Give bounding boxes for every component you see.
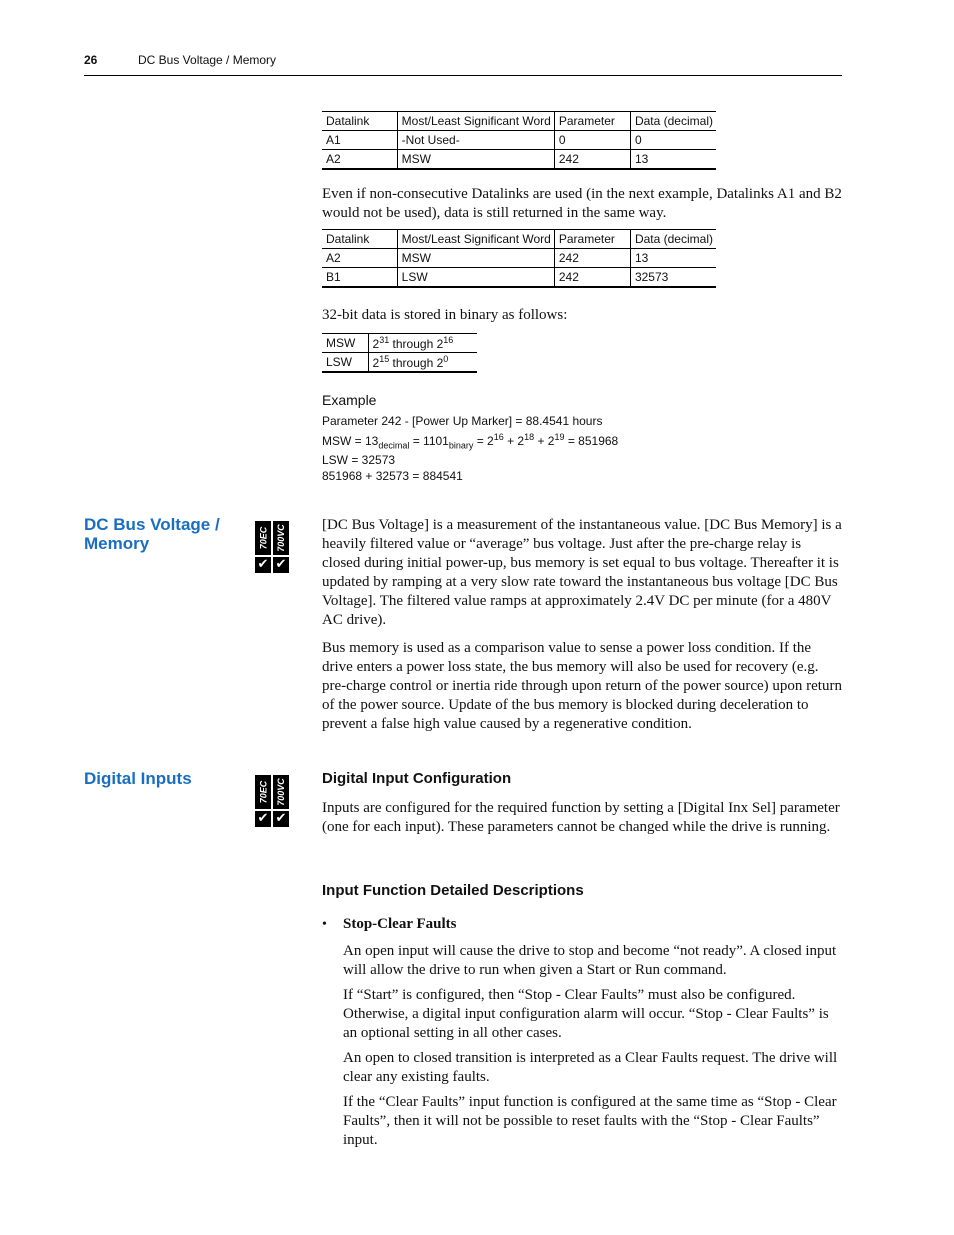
body-text: An open input will cause the drive to stop and become “not ready”. A closed input will allow the drive to run when given a Start or Run command. — [343, 943, 837, 978]
table-row — [322, 150, 716, 170]
body-text: Bus memory is used as a comparison value to sense a power loss condition. If the drive enters a power loss state, the bus memory will also be used for recovery (e.g. pre-charge control or inertia ride through upon return of the power source) upon return of the power source. Update of the bus memory is blocked during deceleration to prevent a false high value caused by a regenerative condition. — [322, 640, 842, 732]
table-cell: 32573 — [630, 268, 716, 288]
example-line: 851968 + 32573 = 884541 — [322, 468, 463, 483]
drive-badge-700vc: 700VC ✔ — [273, 521, 289, 573]
table-header-cell: Datalink — [322, 230, 397, 249]
section-heading-dc-bus: DC Bus Voltage / Memory — [84, 515, 220, 553]
example-line: Parameter 242 - [Power Up Marker] = 88.4541 hours — [322, 414, 603, 428]
table-cell: 242 — [554, 249, 630, 268]
table-header-cell: Parameter — [554, 230, 630, 249]
drive-badge-700vc: 700VC ✔ — [273, 775, 289, 827]
table-cell: $2^{31}$ through $2^{16}$ — [368, 334, 477, 353]
datalink-table-2 — [322, 229, 716, 288]
running-title: DC Bus Voltage / Memory — [138, 53, 277, 67]
table-header-cell: Parameter — [554, 112, 630, 131]
example-title: Example — [322, 392, 377, 408]
example-line: LSW = 32573 — [322, 453, 396, 468]
body-text: An open to closed transition is interpreted as a Clear Faults request. The drive will clear any existing faults. — [343, 1050, 838, 1085]
subheading-function-descriptions: Input Function Detailed Descriptions — [322, 882, 584, 899]
header-rule — [84, 75, 842, 76]
drive-applicability-badges — [255, 521, 289, 573]
bit-storage-paragraph — [322, 306, 842, 334]
table-row — [322, 131, 716, 150]
table-cell: -Not Used- — [397, 131, 554, 150]
table-cell: MSW — [322, 334, 368, 353]
table-row — [322, 268, 716, 288]
table-header-cell: Most/Least Significant Word — [397, 112, 554, 131]
table-header-row — [322, 230, 716, 249]
table-cell: MSW — [397, 150, 554, 170]
example-line: MSW = $13_{decimal} = 1101_{binary} = 2^{16} + 2^{18} + 2^{19} = 851968$ — [322, 431, 619, 450]
section-heading-digital-inputs: Digital Inputs — [84, 769, 192, 788]
table-cell: 0 — [630, 131, 716, 150]
table-cell: B1 — [322, 268, 397, 288]
table-header-cell: Data (decimal) — [630, 230, 716, 249]
body-text: Inputs are configured for the required function by setting a [Digital Inx Sel] parameter (one for each input). These parameters cannot be changed while the drive is running. — [322, 800, 840, 835]
subheading-input-config: Digital Input Configuration — [322, 770, 512, 787]
body-text: [DC Bus Voltage] is a measurement of the instantaneous value. [DC Bus Memory] is a heavily filtered value or “average” bus voltage. Just after the pre-charge relay is closed during initial power-up, bus memory is set equal to bus voltage. Thereafter it is updated by ramping at a very slow rate toward the instantaneous bus voltage [DC Bus Voltage]. The filtered value ramps at approximately 2.4V DC per minute (for a 480V AC drive). — [322, 517, 842, 628]
noncons-paragraph — [322, 185, 842, 232]
table-cell: $2^{15}$ through $2^0$ — [368, 353, 477, 373]
input-config-body — [322, 799, 842, 846]
dc-bus-body — [322, 516, 842, 743]
table-cell: A2 — [322, 150, 397, 170]
checkmark-icon: ✔ — [255, 811, 271, 827]
table-cell: A2 — [322, 249, 397, 268]
drive-badge-70ec: 70EC ✔ — [255, 775, 271, 827]
table-cell: 13 — [630, 249, 716, 268]
body-text: If the “Clear Faults” input function is configured at the same time as “Stop - Clear Faults”, then it will not be possible to reset faults with the “Stop - Clear Faults” input. — [343, 1094, 837, 1148]
bullet-title: Stop-Clear Faults — [343, 916, 457, 932]
example-block — [322, 414, 618, 484]
page-number: 26 — [84, 53, 98, 67]
checkmark-icon: ✔ — [273, 557, 289, 573]
table-cell: 242 — [554, 268, 630, 288]
table-cell: 242 — [554, 150, 630, 170]
body-text: Even if non-consecutive Datalinks are used (in the next example, Datalinks A1 and B2 would not be used), data is still returned in the same way. — [322, 186, 842, 221]
table-header-cell: Data (decimal) — [630, 112, 716, 131]
drive-badge-70ec: 70EC ✔ — [255, 521, 271, 573]
table-header-cell: Datalink — [322, 112, 397, 131]
table-header-row — [322, 112, 716, 131]
table-header-cell: Most/Least Significant Word — [397, 230, 554, 249]
table-cell: 13 — [630, 150, 716, 170]
checkmark-icon: ✔ — [255, 557, 271, 573]
bullet-icon: • — [322, 917, 327, 932]
table-cell: A1 — [322, 131, 397, 150]
table-row — [322, 249, 716, 268]
stop-clear-faults-body — [343, 942, 843, 1156]
checkmark-icon: ✔ — [273, 811, 289, 827]
table-row — [322, 334, 477, 353]
datalink-table-1 — [322, 111, 716, 170]
binary-storage-table — [322, 333, 477, 373]
body-text: If “Start” is configured, then “Stop - Clear Faults” must also be configured. Otherwise, a digital input configuration alarm will occur. “Stop - Clear Faults” is an optional setting in all other cases. — [343, 987, 829, 1041]
table-row — [322, 353, 477, 373]
table-cell: LSW — [322, 353, 368, 373]
body-text: 32-bit data is stored in binary as follows: — [322, 307, 568, 323]
drive-applicability-badges — [255, 775, 289, 827]
table-cell: MSW — [397, 249, 554, 268]
table-cell: 0 — [554, 131, 630, 150]
table-cell: LSW — [397, 268, 554, 288]
